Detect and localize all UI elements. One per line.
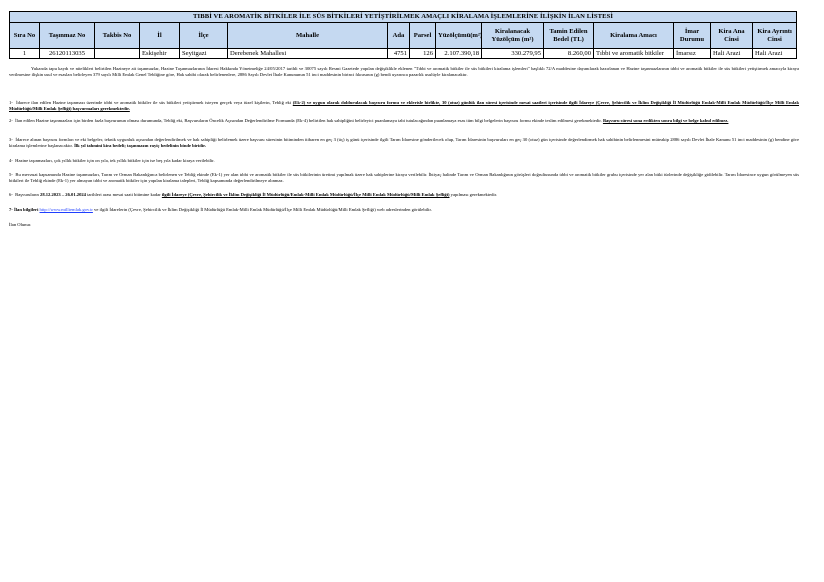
column-header: Sıra No <box>10 23 40 49</box>
cell-sira-no: 1 <box>10 49 40 59</box>
item-number: 4- <box>9 158 13 163</box>
item-text: tarihleri arası mesai saati bitimine kadar <box>85 192 162 197</box>
item-number: 2- <box>9 118 13 123</box>
column-header: Kira Ana Cinsi <box>711 23 753 49</box>
item-text: Hazine taşınmazları, çok yıllık bitkiler için on yıla, tek yıllık bitkiler için ise beş yıla kadar kiraya verilebilir. <box>15 158 215 163</box>
column-header: İlçe <box>180 23 228 49</box>
column-header: Tamin Edilen Bedel (TL) <box>544 23 594 49</box>
item-emphasis: Başvuru süresi sona erdikten sonra bilgi ve belge kabul edilmez. <box>602 118 729 123</box>
item-text: ve ilgili İdarelerin (Çevre, Şehircilik ve İklim Değişikliği İl Müdürlüğü Emlak-Milli Emlak Müdürlüğü/İlçe Milli Emlak Müdürlüğü/Milli Emlak Şefliği) web adreslerinden görülebilir. <box>92 207 432 212</box>
milliemlak-link[interactable]: http://www.milliemlak.gov.tr <box>39 207 93 212</box>
item-number: 5- <box>9 172 13 177</box>
item-text: İdarece alınan başvuru formları ve eki belgeler, teknik uygunluk açısından değerlendirilmek ve hak sahipliği belirlemek üzere başvuru süresinin bitiminden itibaren en geç 3 (üç) iş günü içerisinde ilgili Tarım İdaresine gönderilecek olup, Tarım İdaresinin başvuruları en geç 30 (otuz) gün içerisinde değerlendirmek hak sahibinin belirlenmesini müteakip 2886 sayılı Devlet İhale Kanunu 51 inci maddesinin (g) bendine göre kiralama işlemlerine başlanacaktır. <box>9 137 800 148</box>
cell-takbis-no <box>95 49 140 59</box>
column-header: Takbis No <box>95 23 140 49</box>
column-header: Kiralama Amacı <box>594 23 674 49</box>
column-header: Mahalle <box>228 23 388 49</box>
item-number: 6- <box>9 192 13 197</box>
application-dates: 28.12.2023 – 26.01.2024 <box>40 192 86 197</box>
table-row <box>10 49 797 59</box>
cell-kira-ana-cinsi: Hali Arazi <box>711 49 753 59</box>
table-header-row <box>10 23 797 49</box>
item-text: İdarece ilan edilen Hazine taşınmazı üzerinde tıbbi ve aromatik bitkiler ile süs bitkileri yetiştirmek isteyen gerçek veya tüzel kişilerin, Tebliğ eki <box>16 100 293 105</box>
item-3 <box>9 137 799 148</box>
item-5 <box>9 172 799 183</box>
cell-kira-ayrinti-cinsi: Hali Arazi <box>753 49 797 59</box>
cell-kiralanacak-yuzolcum: 330.279,95 <box>482 49 544 59</box>
item-7 <box>9 207 799 213</box>
item-6 <box>9 192 799 198</box>
cell-parsel: 126 <box>410 49 436 59</box>
column-header: Parsel <box>410 23 436 49</box>
item-text: yapılması gerekmektedir. <box>449 192 498 197</box>
column-header: Taşınmaz No <box>40 23 95 49</box>
item-1 <box>9 100 799 111</box>
listing-table <box>9 11 797 59</box>
column-header: İl <box>140 23 180 49</box>
cell-yuzolcumu: 2.107.390,18 <box>436 49 482 59</box>
cell-il: Eskişehir <box>140 49 180 59</box>
column-header: Yüzölçümü(m²) <box>436 23 482 49</box>
cell-ilce: Seyitgazi <box>180 49 228 59</box>
signoff: İlan Olunur. <box>9 222 32 227</box>
cell-mahalle: Derebenek Mahallesi <box>228 49 388 59</box>
item-emphasis: (Ek-2) ve uygun olarak doldurulacak başvuru formu ve eklerisle birlikte, 30 (otuz) günlük ilan süresi içerisinde mesai saatleri içerisinde ilgili İdareye (Çevre, Şehircilik ve İklim Değişikliği İl Müdürlüğü Emlak-Milli Emlak Müdürlüğü/İlçe Milli Emlak Müdürlüğü/Milli Emlak Şefliği) başvurmaları gerekmektedir. <box>9 100 800 111</box>
item-emphasis: İlk yıl tahmini kira bedeli; taşınmazın rayiç bedelinin binde biridir. <box>74 142 206 148</box>
item-emphasis: ilgili İdareye (Çevre, Şehircilik ve İklim Değişikliği İl Müdürlüğü/Emlak-Milli Emlak Müdürlüğü/İlçe Milli Emlak Müdürlüğü/Milli Emlak Şefliği) <box>161 192 450 197</box>
item-number: 7- <box>9 207 13 212</box>
item-2 <box>9 118 799 124</box>
cell-tasinmaz-no: 26120113035 <box>40 49 95 59</box>
table-title: TIBBİ VE AROMATİK BİTKİLER İLE SÜS BİTKİLERİ YETİŞTİRİLMEK AMAÇLI KİRALAMA İŞLEMLERİNE İLİŞKİN İLAN LİSTESİ <box>10 12 797 23</box>
item-number: 3- <box>9 137 13 142</box>
item-text: Başvuruların <box>15 192 41 197</box>
cell-ada: 4751 <box>388 49 410 59</box>
cell-kiralama-amaci: Tıbbi ve aromatik bitkiler <box>594 49 674 59</box>
column-header: Kiralanacak Yüzölçüm (m²) <box>482 23 544 49</box>
listing-page <box>9 11 796 59</box>
cell-imar-durumu: İmarsız <box>674 49 711 59</box>
column-header: İmar Durumu <box>674 23 711 49</box>
item-number: 1- <box>9 100 13 105</box>
item-text: İlan edilen Hazine taşınmazları için birden fazla başvurunun olması durumunda, Tebliğ eki, Başvuruların Öncelik Açısından Değerlendirilme Formunda (Ek-4) belirtilen hak sahipliğini belirleyici puanlamaya tabi tutulacağından puanlamaya esas tüm bilgi belgelerin başvuru formu ekinde teslim edilmesi gerekmektedir. <box>15 118 603 123</box>
item-4 <box>9 158 799 164</box>
cell-tahmin-bedel: 8.260,00 <box>544 49 594 59</box>
item-text: Bu mevzuat kapsamında Hazine taşınmazları, Tarım ve Orman Bakanlığınca belirlenen ve Tebliğ ekinde (Ek-1) yer alan tıbbi ve aromatik bitkiler ile süs bitkilerinin üretimi yapılmak üzere hak sahiplerine kiraya verilebilir. İhtiyaç halinde Tarım ve Orman Bakanlığının görüşleri doğrultusunda tıbbi ve aromatik bitkiler grubu içerisinde yer alan bitki türlerinde değişikliğe gidilebilir. Tarım İdaresince uygun görülmeyen süs bitkileri ile Tebliğ ekinde (Ek-1) yer almayan tıbbi ve aromatik bitkiler için yapılan kiralama talepleri, Tebliğ kapsamında değerlendirilmeye alınmaz. <box>9 172 799 183</box>
intro-paragraph: Yukarıda tapu kaydı ve nitelikleri belirtilen Hazineye ait taşınmazlar, Hazine Taşınmazlarının İdaresi Hakkında Yönetmeliğe 24/05/2017 tarihli ve 30075 sayılı Resmi Gazetede yapılan değişiklikle eklenen "Tıbbi ve aromatik bitkiler ile süs bitkileri kiralama işlemleri" başlıklı 72/A maddesine dayanılarak hazırlanan ve Hazine taşınmazlarının tıbbi ve aromatik bitkiler ile süs bitkileri yetiştirmek amacıyla kiraya verilmesine ilişkin usul ve esasları belirleyen 379 sayılı Milli Emlak Genel Tebliğine göre, Hak sahibi olarak belirlenenlere, 2886 Sayılı Devlet İhale Kanununun 51 inci maddesinin birinci fıkrasının (g) bendi uyarınca pazarlık usulüyle kiralanacaktır. <box>9 66 799 77</box>
column-header: Kira Ayrıntı Cinsi <box>753 23 797 49</box>
column-header: Ada <box>388 23 410 49</box>
item-label: İlan bilgileri <box>13 207 39 212</box>
